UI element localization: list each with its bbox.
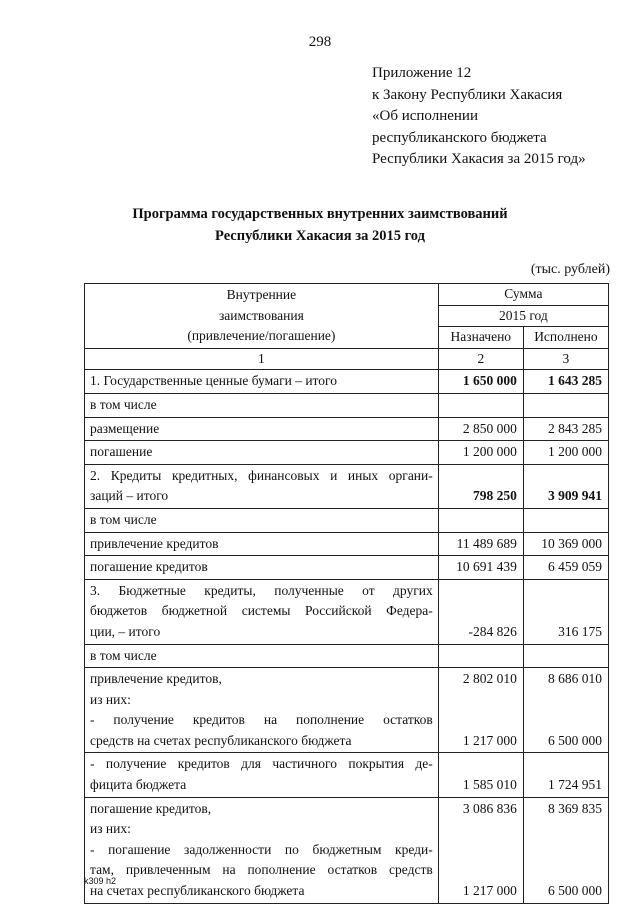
table-row xyxy=(85,464,609,508)
row-label-line: - получение кредитов для частичного покрытия де- xyxy=(90,756,433,772)
row-label-line: из них: xyxy=(90,691,131,707)
header-text: Внутренние xyxy=(226,287,297,302)
row-label xyxy=(85,464,439,508)
table-row xyxy=(85,644,609,668)
table-row xyxy=(85,579,609,644)
planned-value: 11 489 689 xyxy=(438,532,523,556)
executed-value: 1 643 285 xyxy=(523,370,608,394)
row-label-line: заций – итого xyxy=(90,488,169,504)
borrowing-table xyxy=(84,283,609,904)
executed-value xyxy=(523,797,608,903)
table-row xyxy=(85,797,609,903)
planned-total: 3 086 836 xyxy=(462,800,517,816)
row-label-line: ции, – итого xyxy=(90,623,161,639)
planned-value: -284 826 xyxy=(438,579,523,644)
row-label xyxy=(85,797,439,903)
row-label-line: 3. Бюджетные кредиты, полученные от других xyxy=(90,582,433,598)
row-label: размещение xyxy=(85,417,439,441)
planned-value xyxy=(438,644,523,668)
table-row xyxy=(85,556,609,580)
executed-total: 8 369 835 xyxy=(548,800,602,816)
executed-value: 2 843 285 xyxy=(523,417,608,441)
row-label: 1. Государственные ценные бумаги – итого xyxy=(85,370,439,394)
row-label-line: из них: xyxy=(90,821,131,837)
annex-line: республиканского бюджета xyxy=(372,129,547,146)
annex-line: «Об исполнении xyxy=(372,108,478,124)
column-number-row xyxy=(85,348,609,370)
executed-value: 1 724 951 xyxy=(523,753,608,797)
table-row xyxy=(85,393,609,417)
column-number: 3 xyxy=(523,348,608,370)
table-row xyxy=(85,417,609,441)
planned-total: 2 802 010 xyxy=(462,671,517,687)
executed-value: 10 369 000 xyxy=(523,532,608,556)
row-label-line: средств на счетах республиканского бюджета xyxy=(90,732,352,748)
executed-value: 316 175 xyxy=(523,579,608,644)
row-label: в том числе xyxy=(85,644,439,668)
executed-value xyxy=(523,393,608,417)
executed-value xyxy=(523,644,608,668)
row-label-line: фицита бюджета xyxy=(90,777,187,793)
planned-value: 1 585 010 xyxy=(438,753,523,797)
row-label: погашение xyxy=(85,441,439,465)
executed-value: 6 459 059 xyxy=(523,556,608,580)
annex-line: Приложение 12 xyxy=(372,65,472,81)
header-sum: Сумма xyxy=(438,284,608,306)
executed-value: 1 200 000 xyxy=(523,441,608,465)
executed-subtotal: 6 500 000 xyxy=(548,883,602,899)
planned-value xyxy=(438,508,523,532)
executed-total: 8 686 010 xyxy=(548,671,602,687)
planned-value xyxy=(438,668,523,753)
row-label-line: 2. Кредиты кредитных, финансовых и иных органи- xyxy=(90,467,433,483)
row-label: в том числе xyxy=(85,393,439,417)
row-label: в том числе xyxy=(85,508,439,532)
header-executed: Исполнено xyxy=(523,327,608,349)
page-number: 298 xyxy=(308,34,332,50)
executed-value xyxy=(523,508,608,532)
annex-line: Республики Хакасия за 2015 год» xyxy=(372,151,586,167)
table-row xyxy=(85,370,609,394)
table-row xyxy=(85,668,609,753)
row-label-line: - получение кредитов на пополнение остатков xyxy=(90,712,433,728)
executed-subtotal: 6 500 000 xyxy=(548,732,602,748)
row-label: привлечение кредитов xyxy=(85,532,439,556)
table-row xyxy=(85,508,609,532)
row-label: погашение кредитов xyxy=(85,556,439,580)
row-label-line: - погашение задолженности по бюджетным креди- xyxy=(90,841,433,857)
row-label xyxy=(85,668,439,753)
executed-value: 3 909 941 xyxy=(523,464,608,508)
row-label-line: на счетах республиканского бюджета xyxy=(90,883,305,899)
row-label xyxy=(85,753,439,797)
row-label-line: там, привлеченным на пополнение остатков средств xyxy=(90,862,433,878)
column-number: 2 xyxy=(438,348,523,370)
footer-code: k309 h2 xyxy=(84,876,117,886)
annex-line: к Закону Республики Хакасия xyxy=(372,86,563,103)
header-planned: Назначено xyxy=(438,327,523,349)
planned-value: 1 200 000 xyxy=(438,441,523,465)
executed-value xyxy=(523,668,608,753)
table-row xyxy=(85,441,609,465)
planned-subtotal: 1 217 000 xyxy=(462,883,517,899)
table-row xyxy=(85,753,609,797)
annex-heading xyxy=(372,63,632,171)
planned-value xyxy=(438,393,523,417)
header-text: заимствования xyxy=(218,307,304,323)
row-label-line: бюджетов бюджетной системы Российской Федера- xyxy=(90,603,433,619)
planned-value: 10 691 439 xyxy=(438,556,523,580)
column-number: 1 xyxy=(85,348,439,370)
document-title xyxy=(0,203,640,247)
planned-value xyxy=(438,797,523,903)
header-row xyxy=(85,284,609,306)
title-line-1: Программа государственных внутренних заимствований xyxy=(132,206,508,222)
row-label-line: погашение кредитов, xyxy=(90,800,212,816)
row-label xyxy=(85,579,439,644)
planned-value: 2 850 000 xyxy=(438,417,523,441)
header-borrowings xyxy=(85,284,439,349)
header-text: (привлечение/погашение) xyxy=(187,328,336,344)
table-row xyxy=(85,532,609,556)
title-line-2: Республики Хакасия за 2015 год xyxy=(215,228,425,244)
planned-subtotal: 1 217 000 xyxy=(462,732,517,748)
row-label-line: привлечение кредитов, xyxy=(90,671,222,687)
planned-value: 1 650 000 xyxy=(438,370,523,394)
header-year: 2015 год xyxy=(438,305,608,327)
planned-value: 798 250 xyxy=(438,464,523,508)
units-note: (тыс. рублей) xyxy=(530,262,610,277)
